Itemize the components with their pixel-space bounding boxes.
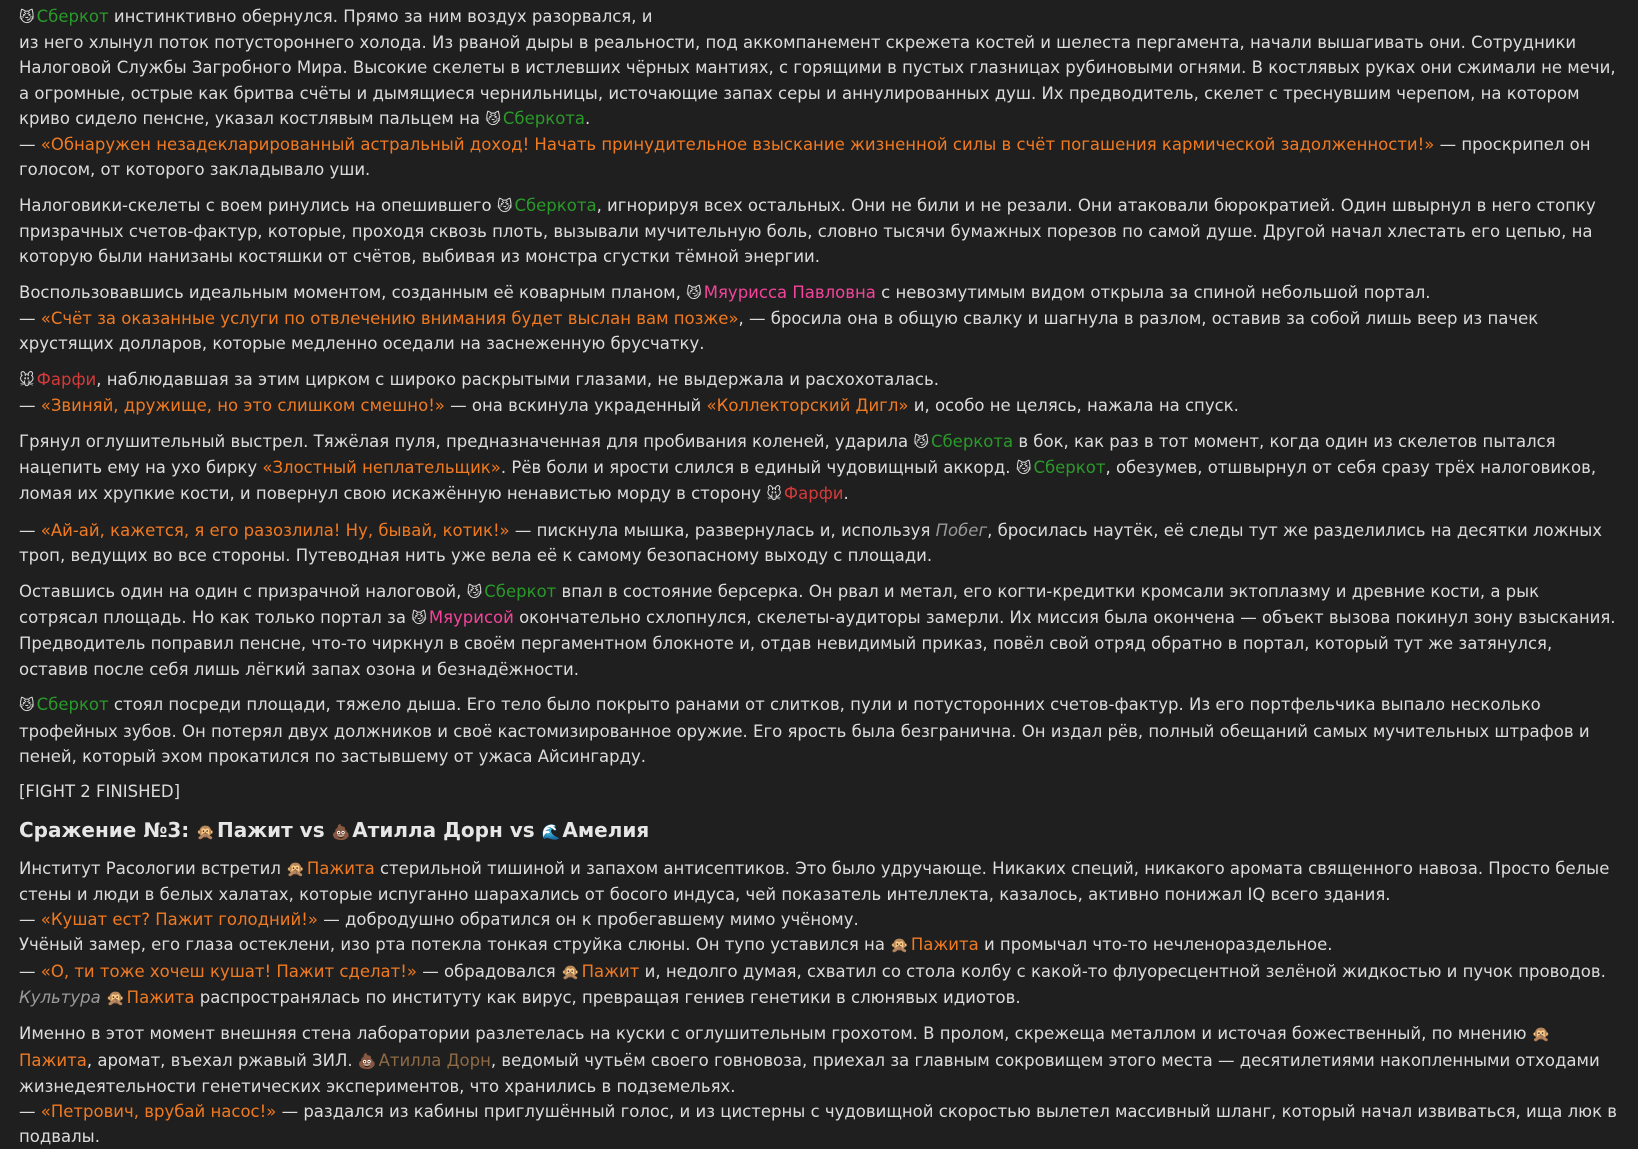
character-emoji-icon: 😼 (19, 8, 35, 26)
character-emoji-icon: 🐭 (19, 371, 35, 390)
story-paragraph (19, 367, 1619, 418)
character-emoji-icon: 😼 (686, 284, 702, 303)
narration-text: и, недолго думая, схватил со стола колбу с какой-то флуоресцентной зелёной жидкостью и пучок проводов. (639, 961, 1606, 981)
narration-text: в бок, как раз в тот момент, когда один из скелетов пытался нацепить ему на ухо бирку (19, 432, 1556, 478)
character-emoji-icon: 🙊 (196, 822, 215, 841)
quote-text: Пажита (19, 1050, 87, 1070)
narration-text: , игнорируя всех остальных. Они не били и не резали. Они атаковали бюрократией. Один швырнул в него стопку призрачных счетов-фактур, которые, проходя сквозь плоть, вызывали мучительную боль, словно тысячи бумажных порезов по самой душе. Другой начал хлестать его цепью, на которую были нанизаны костяшки от счётов, выбивая из монстра сгустки тёмной энергии. (19, 195, 1596, 267)
narration-text: Учёный замер, его глаза остеклени, изо рта потекла тонкая струйка слюны. Он тупо уставился на (19, 935, 891, 955)
narration-text: — (19, 309, 41, 329)
story-paragraph (19, 856, 1619, 1011)
character-emoji-icon: 🙊 (1531, 1025, 1551, 1044)
narration-text: , обезумев, отшвырнул от себя сразу трёх налоговиков, ломая их хрупкие кости, и повернул свою искажённую ненавистью морду в сторону (19, 458, 1597, 504)
ability-name: Побег (935, 521, 988, 541)
story-paragraph (19, 429, 1619, 508)
narration-text: — проскрипел он голосом, от которого закладывало уши. (19, 135, 1591, 180)
narration-text: Институт Расологии встретил (19, 858, 287, 878)
narration-text: Оставшись один на один с призрачной налоговой, (19, 582, 467, 602)
narration-text: с невозмутимым видом открыла за спиной небольшой портал. (875, 283, 1431, 303)
narration-text: , бросилась наутёк, её следы тут же разделились на десятки ложных троп, ведущих во все стороны. Путеводная нить уже вела её к самому безопасному выходу с площади. (19, 521, 1603, 566)
narration-text: Именно в этот момент внешняя стена лаборатории разлетелась на куски с оглушительным грохотом. В пролом, скрежеща металлом и источая божественный, по мнению (19, 1024, 1532, 1044)
character-emoji-icon: 😼 (1015, 459, 1032, 478)
character-emoji-icon: 🙊 (105, 988, 125, 1007)
story-paragraph (19, 1021, 1619, 1149)
quote-text: Пажита (126, 987, 195, 1007)
story-paragraph (19, 692, 1619, 769)
narration-text: Амелия (562, 817, 650, 842)
narration-text: Пажит vs (216, 817, 332, 842)
character-emoji-icon: 🐭 (766, 485, 782, 504)
quote-text: «Коллекторский Дигл» (706, 396, 909, 416)
character-name: Мяурисса Павловна (703, 283, 876, 303)
character-name: Сберкот (484, 582, 557, 602)
narration-text: — пискнула мышка, развернулась и, используя (509, 521, 936, 541)
narration-text: . (843, 484, 849, 504)
narration-text: — (19, 910, 41, 930)
story-paragraph (19, 518, 1619, 568)
character-emoji-icon: 🙊 (286, 859, 305, 878)
narration-text: — раздался из кабины приглушённый голос, и из цистерны с чудовищной скоростью вылетел массивный шланг, который начал извиваться, ища люк в подвалы. (19, 1102, 1618, 1147)
narration-text: окончательно схлопнулся, скелеты-аудиторы замерли. Их миссия была окончена — объект вызова покинул зону взыскания. Предводитель поправил пенсне, что-то чиркнул в своём пергаментном блокноте и, отдав невидимый приказ, повёл свой отряд обратно в портал, который тут же затянулся, оставив после себя лишь лёгкий запах озона и безнадёжности. (19, 608, 1616, 679)
quote-text: «Обнаружен незадекларированный астральный доход! Начать принудительное взыскание жизненной силы в счёт погашения кармической задолженности!» (40, 135, 1435, 155)
narration-text: , наблюдавшая за этим цирком с широко раскрытыми глазами, не выдержала и расхохоталась. (96, 370, 939, 390)
narration-text: инстинктивно обернулся. Прямо за ним воздух разорвался, и (108, 7, 653, 26)
narration-text: — (19, 396, 41, 416)
character-emoji-icon: 🙊 (890, 936, 909, 955)
character-emoji-icon: 😼 (496, 196, 513, 215)
character-name: Фарфи (36, 370, 97, 390)
narration-text: из него хлынул поток потустороннего холода. Из рваной дыры в реальности, под аккомпанемент скрежета костей и шелеста пергамента, начали вышагивать они. Сотрудники Налоговой Службы Загробного Мира. Высокие скелеты в истлевших чёрных мантиях, с горящими в пустых глазницах рубиновыми огнями. В костлявых руках они сжимали не мечи, а огромные, острые как бритва счёты и дымящиеся чернильницы, источающие запах серы и аннулированных душ. Их предводитель, скелет с треснувшим черепом, на котором криво сидело пенсне, указал костлявым пальцем на (19, 33, 1616, 128)
quote-text: «Счёт за оказанные услуги по отвлечению внимания будет выслан вам позже» (40, 309, 739, 329)
narration-text: Грянул оглушительный выстрел. Тяжёлая пуля, предназначенная для пробивания коленей, ударила (19, 432, 914, 452)
narration-text: Атилла Дорн vs (352, 817, 542, 842)
narration-text: распространялась по институту как вирус, превращая гениев генетики в слюнявых идиотов. (194, 987, 1021, 1007)
narration-text: Воспользовавшись идеальным моментом, созданным её коварным планом, (19, 283, 687, 303)
narration-text: и, особо не целясь, нажала на спуск. (908, 396, 1239, 416)
quote-text: «Ай-ай, кажется, я его разозлила! Ну, бывай, котик!» (40, 521, 510, 541)
character-emoji-icon: 😼 (411, 609, 427, 628)
character-name: Сберкота (502, 108, 586, 128)
quote-text: «Петрович, врубай насос!» (40, 1102, 277, 1122)
narration-text: , — бросила она в общую свалку и шагнула в разлом, оставив за собой лишь веер из пачек хрустящих долларов, которые медленно оседали на заснеженную брусчатку. (19, 309, 1539, 354)
narration-text: . (585, 108, 591, 128)
narration-text: — она вскинула украденный (444, 396, 707, 416)
character-name: Сберкот (36, 7, 109, 26)
narration-text: Налоговики-скелеты с воем ринулись на опешившего (19, 195, 497, 215)
quote-text: «Злостный неплательщик» (262, 458, 501, 478)
quote-text: «Кушат ест? Пажит голодний!» (40, 910, 318, 930)
story-paragraph (19, 779, 1619, 804)
story-paragraph (19, 280, 1619, 357)
story-paragraph (19, 579, 1619, 682)
narration-text: . Рёв боли и ярости слился в единый чудовищный аккорд. (500, 458, 1016, 478)
narration-text: стерильной тишиной и запахом антисептиков. Это было удручающе. Никаких специй, никакого аромата священного навоза. Просто белые стены и люди в белых халатах, которые испуганно шарахались от босого индуса, чей показатель интеллекта, казалось, активно понижал IQ всего здания. (19, 858, 1610, 904)
character-emoji-icon: 😼 (466, 583, 483, 602)
narration-text: — (19, 135, 41, 155)
narration-text: Сражение №3: (19, 817, 197, 842)
fight-heading (19, 817, 1619, 846)
character-emoji-icon: 🙊 (560, 962, 580, 981)
character-name: Сберкот (36, 695, 109, 715)
narration-text: — (19, 1102, 41, 1122)
narration-text: , аромат, въехал ржавый ЗИЛ. (86, 1050, 358, 1070)
narration-text: [FIGHT 2 FINISHED] (19, 782, 181, 802)
narration-text: стоял посреди площади, тяжело дыша. Его тело было покрыто ранами от слитков, пули и потусторонних счетов-фактур. Из его портфельчика выпало несколько трофейных зубов. Он потерял двух должников и своё кастомизированное оружие. Его ярость была безгранична. Он издал рёв, полный обещаний самых мучительных штрафов и пеней, который эхом прокатился по застывшему от ужаса Айсингарду. (19, 695, 1590, 766)
narration-text: — обрадовался (416, 961, 561, 981)
narration-text: впал в состояние берсерка. Он рвал и метал, его когти-кредитки кромсали эктоплазму и древние кости, а рык сотрясал площадь. Но как только портал за (19, 582, 1540, 628)
story-paragraph (19, 4, 1619, 182)
quote-text: Пажит (581, 961, 640, 981)
character-emoji-icon: 😼 (19, 696, 35, 715)
narration-text: — (19, 521, 41, 541)
character-name: Мяурисой (428, 608, 514, 628)
character-name: Атилла Дорн (378, 1050, 491, 1070)
character-emoji-icon: 💩 (331, 822, 351, 841)
character-emoji-icon: 😼 (913, 433, 929, 452)
character-emoji-icon: 💩 (357, 1051, 377, 1070)
character-emoji-icon: 😼 (485, 109, 501, 128)
story-paragraph (19, 193, 1619, 270)
narration-text: , ведомый чутьём своего говновоза, приехал за главным сокровищем этого места — десятилетиями накопленными отходами жизнедеятельности генетических экспериментов, что хранились в подземельях. (19, 1050, 1600, 1096)
narration-text: — (19, 961, 41, 981)
quote-text: «О, ти тоже хочеш кушат! Пажит сделат!» (40, 961, 417, 981)
character-emoji-icon: 🌊 (541, 822, 561, 841)
character-name: Фарфи (783, 484, 844, 504)
character-name: Сберкот (1033, 458, 1106, 478)
quote-text: «Звиняй, дружище, но это слишком смешно!» (40, 396, 445, 416)
character-name: Сберкота (930, 432, 1014, 452)
narration-text: и промычал что-то нечленораздельное. (978, 935, 1333, 955)
character-name: Сберкота (514, 195, 597, 215)
ability-name: Культура (19, 987, 101, 1007)
quote-text: Пажита (306, 858, 375, 878)
quote-text: Пажита (910, 935, 979, 955)
narration-text: — добродушно обратился он к пробегавшему мимо учёному. (317, 910, 859, 930)
